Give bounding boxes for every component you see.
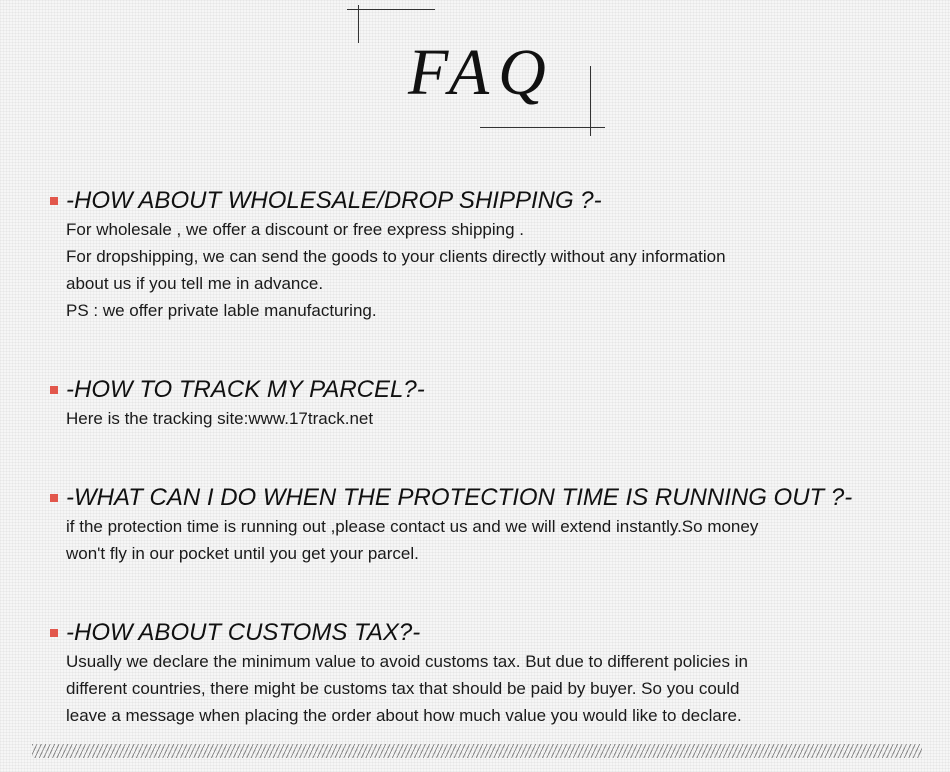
header-rule-bottom <box>480 127 605 128</box>
faq-question-row <box>50 620 930 646</box>
answer-line: PS : we offer private lable manufacturing. <box>66 301 377 320</box>
faq-question: -HOW ABOUT CUSTOMS TAX?- <box>66 619 421 646</box>
faq-item-tracking <box>50 377 930 432</box>
bullet-square-icon <box>50 386 58 394</box>
faq-item-wholesale <box>50 188 930 324</box>
faq-question: -HOW ABOUT WHOLESALE/DROP SHIPPING ?- <box>66 187 602 214</box>
header-rule-top <box>347 9 435 10</box>
faq-question: -WHAT CAN I DO WHEN THE PROTECTION TIME IS RUNNING OUT ?- <box>66 484 853 511</box>
bullet-square-icon <box>50 494 58 502</box>
bullet-square-icon <box>50 629 58 637</box>
faq-question: -HOW TO TRACK MY PARCEL?- <box>66 376 425 403</box>
answer-line: Usually we declare the minimum value to avoid customs tax. But due to different policies in <box>66 652 748 671</box>
answer-line: leave a message when placing the order about how much value you would like to declare. <box>66 706 742 725</box>
footer-divider-stripes <box>32 744 922 758</box>
answer-line: if the protection time is running out ,please contact us and we will extend instantly.So money <box>66 517 759 536</box>
faq-question-row <box>50 188 930 214</box>
faq-answer <box>66 648 930 729</box>
bullet-square-icon <box>50 197 58 205</box>
answer-line: different countries, there might be customs tax that should be paid by buyer. So you could <box>66 679 740 698</box>
page-title: FAQ <box>408 36 555 109</box>
answer-line: For wholesale , we offer a discount or free express shipping . <box>66 220 524 239</box>
answer-line: Here is the tracking site:www.17track.net <box>66 409 374 428</box>
faq-answer <box>66 216 930 324</box>
faq-question-row <box>50 377 930 403</box>
faq-question-row <box>50 485 930 511</box>
header-tick-left <box>358 5 359 43</box>
faq-answer <box>66 513 930 567</box>
faq-item-protection-time <box>50 485 930 567</box>
answer-line: For dropshipping, we can send the goods to your clients directly without any information <box>66 247 726 266</box>
answer-line: about us if you tell me in advance. <box>66 274 324 293</box>
faq-item-customs-tax <box>50 620 930 729</box>
faq-answer <box>66 405 930 432</box>
answer-line: won't fly in our pocket until you get your parcel. <box>66 544 419 563</box>
header-tick-right <box>590 66 591 136</box>
